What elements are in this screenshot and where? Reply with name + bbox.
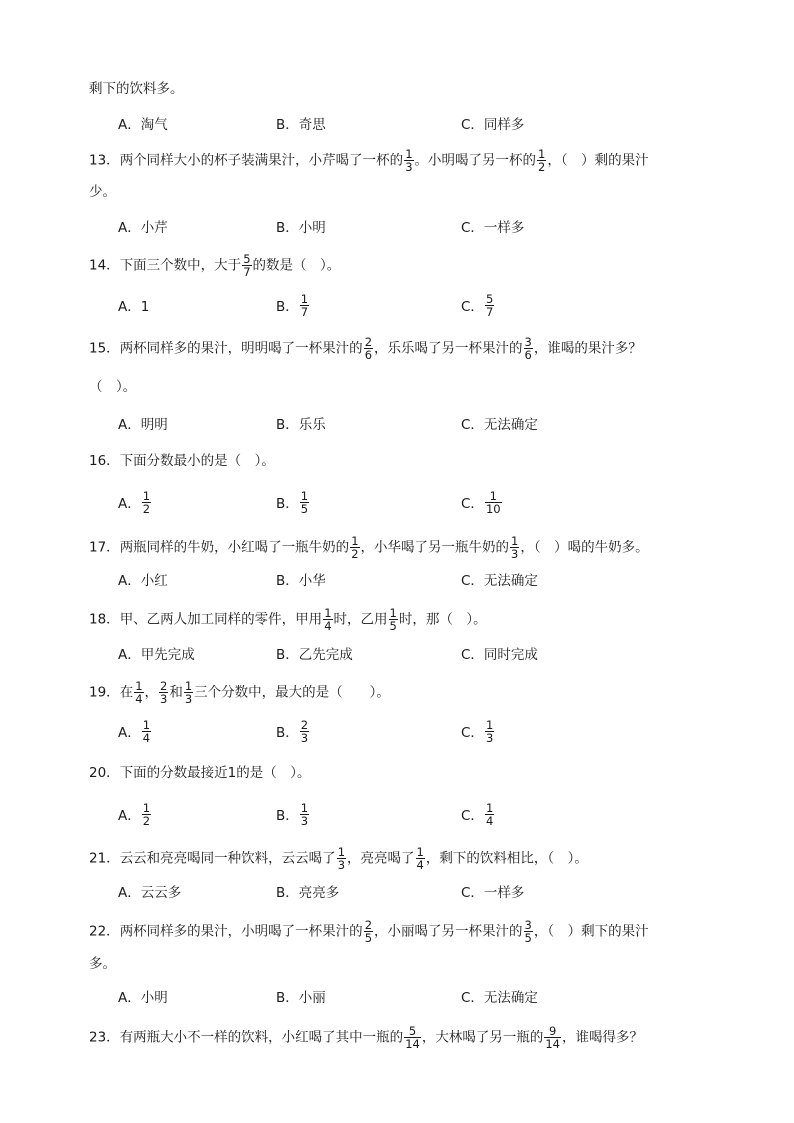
- q19-options: [118, 716, 738, 746]
- q15-option-c[interactable]: C．无法确定: [461, 417, 538, 433]
- q15-stem-cont: （ ）。: [89, 379, 137, 395]
- fraction: $\frac{5}{14}$: [405, 1024, 420, 1051]
- q20-option-a[interactable]: A． $\frac{1}{2}$: [118, 800, 151, 828]
- q22-option-a[interactable]: A．小明: [118, 990, 168, 1006]
- q22-option-b[interactable]: B．小丽: [276, 990, 326, 1006]
- q19-option-c[interactable]: C． $\frac{1}{3}$: [461, 717, 494, 745]
- q17-option-b[interactable]: B．小华: [276, 573, 326, 589]
- q12-options: [118, 108, 738, 138]
- q13-stem: 13．两个同样大小的杯子装满果汁，小芹喝了一杯的 $\frac{1}{3}$ 。小明喝了另一杯的 $\frac{1}{2}$ ，（ ）剩的果汁: [89, 147, 649, 174]
- question-number: 23．: [89, 1029, 120, 1046]
- question-number: 20．: [89, 765, 120, 781]
- q21-options: [118, 876, 738, 906]
- fraction: $\frac{5}{7}$: [243, 252, 251, 279]
- q22-stem-cont: 多。: [89, 956, 116, 972]
- q13-option-c[interactable]: C．一样多: [461, 220, 525, 236]
- q19-option-a[interactable]: A． $\frac{1}{4}$: [118, 717, 151, 745]
- q18-option-a[interactable]: A．甲先完成: [118, 647, 195, 663]
- fraction: $\frac{1}{3}$: [511, 534, 519, 561]
- q16-option-b[interactable]: B． $\frac{1}{5}$: [276, 488, 309, 516]
- q14-option-a[interactable]: A．1: [118, 299, 150, 315]
- fraction: $\frac{1}{3}$: [184, 679, 193, 706]
- q14-options: [118, 290, 738, 320]
- fraction: $\frac{1}{4}$: [135, 679, 143, 706]
- q22-stem: 22．两杯同样多的果汁，小明喝了一杯果汁的 $\frac{2}{5}$ ，小丽喝了另一杯果汁的 $\frac{3}{5}$ ，（ ）剩下的果汁: [89, 918, 649, 945]
- q18-stem: 18．甲、乙两人加工同样的零件，甲用 $\frac{1}{4}$ 时，乙用 $\frac{1}{5}$ 时，那（ ）。: [89, 606, 487, 633]
- fraction: $\frac{1}{4}$: [142, 717, 151, 745]
- fraction: $\frac{1}{5}$: [389, 606, 397, 633]
- q14-option-c[interactable]: C． $\frac{5}{7}$: [461, 291, 494, 319]
- q14-option-b[interactable]: B． $\frac{1}{7}$: [276, 291, 309, 319]
- q13-stem-cont: 少。: [89, 184, 116, 200]
- q21-option-c[interactable]: C．一样多: [461, 885, 525, 901]
- fraction: $\frac{2}{3}$: [160, 679, 168, 706]
- q13-option-b[interactable]: B．小明: [276, 220, 326, 236]
- question-number: 18．: [89, 611, 120, 628]
- q20-option-b[interactable]: B． $\frac{1}{3}$: [276, 800, 309, 828]
- question-number: 19．: [89, 684, 120, 701]
- q16-option-a[interactable]: A． $\frac{1}{2}$: [118, 488, 151, 516]
- fraction: $\frac{1}{4}$: [324, 606, 332, 633]
- q21-stem: 21．云云和亮亮喝同一种饮料，云云喝了 $\frac{1}{3}$ ，亮亮喝了 $\frac{1}{4}$ ，剩下的饮料相比，（ ）。: [89, 845, 588, 872]
- question-number: 14．: [89, 257, 120, 274]
- q16-stem: 16．下面分数最小的是（ ）。: [89, 453, 275, 469]
- q22-options: [118, 981, 738, 1011]
- q18-options: [118, 638, 738, 668]
- q15-option-a[interactable]: A．明明: [118, 417, 168, 433]
- fraction: $\frac{1}{2}$: [142, 488, 151, 516]
- fraction: $\frac{1}{4}$: [416, 845, 424, 872]
- q20-option-c[interactable]: C． $\frac{1}{4}$: [461, 800, 494, 828]
- fraction: $\frac{2}{5}$: [364, 918, 373, 945]
- q18-option-c[interactable]: C．同时完成: [461, 647, 538, 663]
- question-number: 17．: [89, 539, 120, 556]
- fraction: $\frac{1}{3}$: [300, 800, 309, 828]
- fraction: $\frac{1}{10}$: [485, 488, 501, 516]
- fraction: $\frac{1}{5}$: [300, 488, 309, 516]
- q20-stem: 20．下面的分数最接近1的是（ ）。: [89, 765, 311, 781]
- fraction: $\frac{3}{6}$: [524, 335, 532, 362]
- q16-option-c[interactable]: C． $\frac{1}{10}$: [461, 488, 501, 516]
- fraction: $\frac{1}{3}$: [485, 717, 494, 745]
- question-number: 15．: [89, 340, 120, 357]
- q13-option-a[interactable]: A．小芹: [118, 220, 168, 236]
- q15-options: [118, 408, 738, 438]
- fraction: $\frac{1}{4}$: [485, 800, 494, 828]
- q17-option-c[interactable]: C．无法确定: [461, 573, 538, 589]
- q15-stem: 15．两杯同样多的果汁，明明喝了一杯果汁的 $\frac{2}{6}$ ，乐乐喝了另一杯果汁的 $\frac{3}{6}$ ，谁喝的果汁多？: [89, 335, 642, 362]
- fraction: $\frac{5}{7}$: [485, 291, 494, 319]
- question-number: 22．: [89, 923, 120, 940]
- fraction: $\frac{3}{5}$: [524, 918, 532, 945]
- q22-option-c[interactable]: C．无法确定: [461, 990, 538, 1006]
- fraction: $\frac{1}{7}$: [300, 291, 309, 319]
- fraction: $\frac{1}{2}$: [538, 147, 546, 174]
- q21-option-b[interactable]: B．亮亮多: [276, 885, 340, 901]
- question-number: 13．: [89, 152, 120, 169]
- fraction: $\frac{2}{3}$: [300, 717, 309, 745]
- q19-stem: 19．在 $\frac{1}{4}$ ， $\frac{2}{3}$ 和 $\frac{1}{3}$ 三个分数中，最大的是（ ）。: [89, 679, 390, 706]
- fraction: $\frac{1}{2}$: [142, 800, 151, 828]
- q20-options: [118, 799, 738, 829]
- fraction: $\frac{2}{6}$: [364, 335, 373, 362]
- q17-stem: 17．两瓶同样的牛奶，小红喝了一瓶牛奶的 $\frac{1}{2}$ ，小华喝了另一瓶牛奶的 $\frac{1}{3}$ ，（ ）喝的牛奶多。: [89, 534, 649, 561]
- q15-option-b[interactable]: B．乐乐: [276, 417, 326, 433]
- q12-tail-text: 剩下的饮料多。: [89, 81, 184, 97]
- fraction: $\frac{1}{3}$: [337, 845, 346, 872]
- question-number: 16．: [89, 453, 120, 469]
- fraction: $\frac{1}{2}$: [351, 534, 359, 561]
- q14-stem: 14．下面三个数中，大于 $\frac{5}{7}$ 的数是（ ）。: [89, 252, 341, 279]
- q16-options: [118, 487, 738, 517]
- fraction: $\frac{1}{3}$: [405, 147, 413, 174]
- q18-option-b[interactable]: B．乙先完成: [276, 647, 353, 663]
- q12-option-b[interactable]: B．奇思: [276, 117, 326, 133]
- q23-stem: 23．有两瓶大小不一样的饮料，小红喝了其中一瓶的 $\frac{5}{14}$ ，大林喝了另一瓶的 $\frac{9}{14}$ ，谁喝得多？: [89, 1024, 643, 1051]
- q21-option-a[interactable]: A．云云多: [118, 885, 182, 901]
- q13-options: [118, 211, 738, 241]
- q12-option-a[interactable]: A．淘气: [118, 117, 168, 133]
- fraction: $\frac{9}{14}$: [545, 1024, 560, 1051]
- question-number: 21．: [89, 850, 120, 867]
- q12-option-c[interactable]: C．同样多: [461, 117, 525, 133]
- q17-option-a[interactable]: A．小红: [118, 573, 168, 589]
- q19-option-b[interactable]: B． $\frac{2}{3}$: [276, 717, 309, 745]
- q17-options: [118, 564, 738, 594]
